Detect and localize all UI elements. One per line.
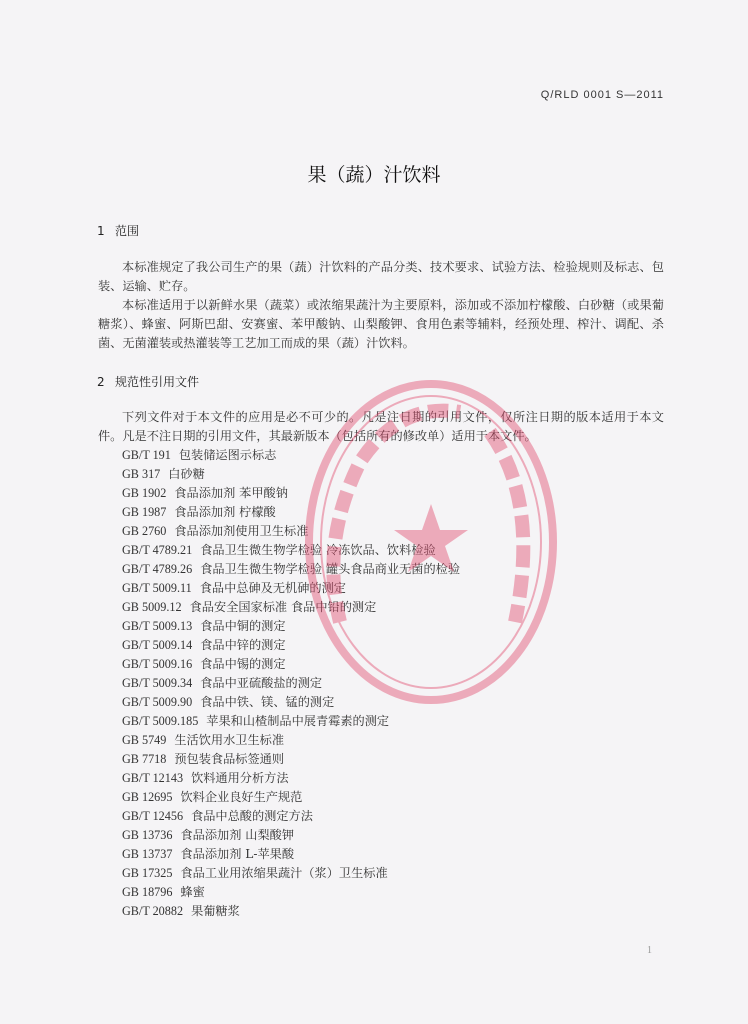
reference-code: GB/T 191 — [122, 448, 171, 462]
reference-code: GB/T 5009.13 — [122, 619, 193, 634]
reference-code: GB/T 4789.26 — [122, 562, 193, 577]
reference-code: GB/T 5009.16 — [122, 657, 193, 672]
paragraph-scope-2: 本标准适用于以新鲜水果（蔬菜）或浓缩果蔬汁为主要原料，添加或不添加柠檬酸、白砂糖（或果葡糖浆）、蜂蜜、阿斯巴甜、安赛蜜、苯甲酸钠、山梨酸钾、食用色素等辅料，经预处理、榨汁、调配、杀菌、无菌灌装或热灌装等工艺加工而成的果（蔬）汁饮料。 — [98, 298, 664, 351]
reference-name: 食品中锌的测定 — [200, 638, 286, 653]
reference-name: 食品中铜的测定 — [200, 619, 286, 634]
reference-name: 食品卫生微生物学检验 冷冻饮品、饮料检验 — [200, 543, 436, 558]
reference-name: 白砂糖 — [168, 467, 205, 482]
reference-name: 食品中铁、镁、锰的测定 — [200, 695, 335, 710]
reference-name: 食品添加剂 L-苹果酸 — [180, 847, 295, 862]
reference-item — [122, 788, 460, 807]
reference-name: 包装储运图示标志 — [178, 448, 277, 462]
reference-item — [122, 864, 460, 883]
reference-item — [122, 636, 460, 655]
document-code: Q/RLD 0001 S—2011 — [540, 89, 664, 101]
reference-item — [122, 807, 460, 826]
reference-code: GB 17325 — [122, 866, 173, 881]
section-number: 1 — [97, 224, 105, 238]
reference-item — [122, 579, 460, 598]
reference-name: 食品添加剂 苯甲酸钠 — [174, 486, 288, 501]
reference-item — [122, 617, 460, 636]
reference-code: GB 7718 — [122, 752, 167, 767]
document-title: 果（蔬）汁饮料 — [307, 164, 441, 186]
reference-item — [122, 522, 460, 541]
reference-item — [122, 693, 460, 712]
reference-item — [122, 731, 460, 750]
paragraph-references-intro: 下列文件对于本文件的应用是必不可少的。凡是注日期的引用文件，仅所注日期的版本适用于本文件。凡是不注日期的引用文件，其最新版本（包括所有的修改单）适用于本文件。 — [98, 410, 664, 444]
reference-name: 食品安全国家标准 食品中铅的测定 — [189, 600, 377, 615]
reference-name: 食品中锡的测定 — [200, 657, 286, 672]
reference-item — [122, 902, 460, 921]
reference-name: 食品中亚硫酸盐的测定 — [200, 676, 323, 691]
reference-item — [122, 484, 460, 503]
reference-code: GB/T 12456 — [122, 809, 184, 824]
reference-code: GB 317 — [122, 467, 161, 482]
reference-code: GB 1987 — [122, 505, 167, 520]
reference-code: GB/T 12143 — [122, 771, 184, 786]
reference-code: GB 18796 — [122, 885, 173, 900]
reference-code: GB 5009.12 — [122, 600, 182, 615]
reference-code: GB 1902 — [122, 486, 167, 501]
reference-code: GB 13737 — [122, 847, 173, 862]
reference-name: 食品卫生微生物学检验 罐头食品商业无菌的检验 — [200, 562, 461, 577]
reference-item — [122, 674, 460, 693]
section-title: 范围 — [115, 224, 140, 238]
reference-code: GB 12695 — [122, 790, 173, 805]
reference-item — [122, 541, 460, 560]
reference-item — [122, 655, 460, 674]
reference-item — [122, 712, 460, 731]
reference-code: GB/T 5009.185 — [122, 714, 199, 729]
reference-name: 预包装食品标签通则 — [174, 752, 285, 767]
reference-item — [122, 826, 460, 845]
reference-code: GB/T 4789.21 — [122, 543, 193, 558]
reference-name: 饮料企业良好生产规范 — [180, 790, 303, 805]
reference-item — [122, 446, 460, 465]
reference-item — [122, 503, 460, 522]
reference-code: GB/T 5009.90 — [122, 695, 193, 710]
reference-item — [122, 883, 460, 902]
reference-name: 食品添加剂使用卫生标准 — [174, 524, 309, 539]
reference-name: 食品中总砷及无机砷的测定 — [199, 581, 346, 596]
page-number: 1 — [647, 945, 652, 956]
reference-name: 蜂蜜 — [180, 885, 205, 900]
reference-code: GB/T 5009.11 — [122, 581, 192, 596]
reference-code: GB 5749 — [122, 733, 167, 748]
section-number: 2 — [97, 375, 105, 389]
reference-code: GB/T 20882 — [122, 904, 184, 919]
reference-name: 苹果和山楂制品中展青霉素的测定 — [206, 714, 390, 729]
reference-code: GB 13736 — [122, 828, 173, 843]
section-title: 规范性引用文件 — [115, 375, 200, 389]
reference-name: 食品工业用浓缩果蔬汁（浆）卫生标准 — [180, 866, 388, 881]
reference-name: 果葡糖浆 — [191, 904, 240, 919]
section-2-heading — [97, 373, 199, 390]
reference-name: 饮料通用分析方法 — [191, 771, 289, 786]
reference-name: 食品添加剂 柠檬酸 — [174, 505, 276, 520]
reference-list — [122, 446, 460, 921]
reference-code: GB/T 5009.14 — [122, 638, 193, 653]
reference-item — [122, 598, 460, 617]
reference-item — [122, 465, 460, 484]
reference-code: GB/T 5009.34 — [122, 676, 193, 691]
reference-code: GB 2760 — [122, 524, 167, 539]
section-1-heading — [97, 222, 139, 239]
reference-item — [122, 560, 460, 579]
reference-item — [122, 845, 460, 864]
reference-name: 食品添加剂 山梨酸钾 — [180, 828, 295, 843]
seal-text-arc-right — [490, 432, 523, 622]
reference-item — [122, 769, 460, 788]
reference-name: 食品中总酸的测定方法 — [191, 809, 313, 824]
reference-item — [122, 750, 460, 769]
reference-name: 生活饮用水卫生标准 — [174, 733, 285, 748]
paragraph-scope-1: 本标准规定了我公司生产的果（蔬）汁饮料的产品分类、技术要求、试验方法、检验规则及标志、包装、运输、贮存。 — [98, 260, 664, 294]
